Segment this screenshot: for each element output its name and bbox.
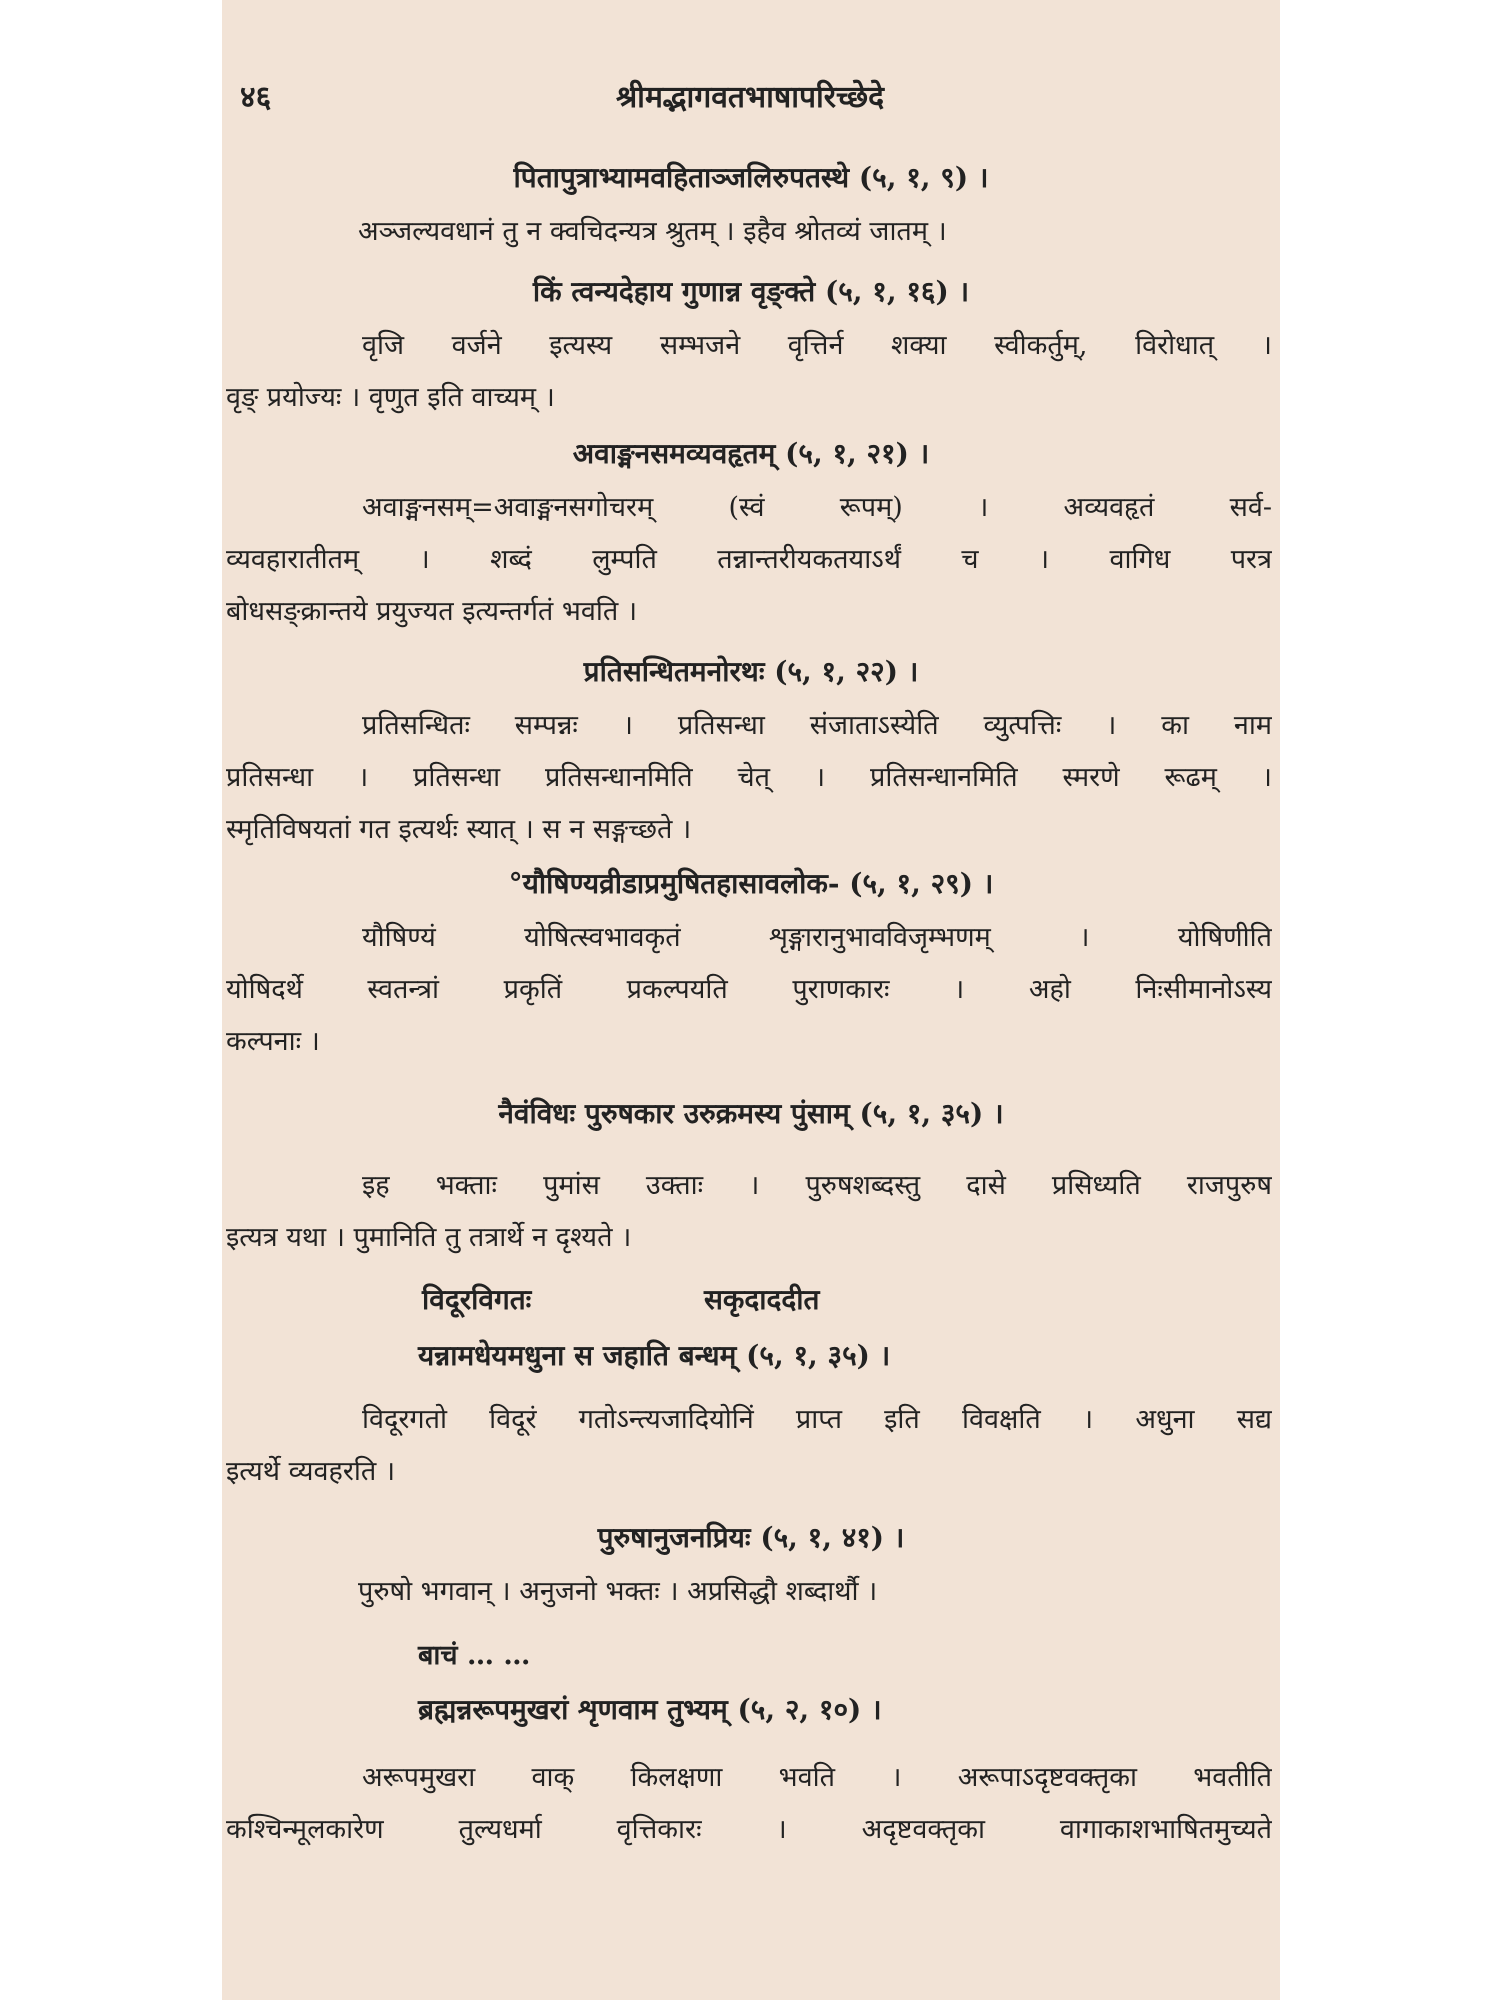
- commentary-paragraph: [222, 1394, 1280, 1498]
- paragraph-line: प्रतिसन्धा । प्रतिसन्धा प्रतिसन्धानमिति चेत् । प्रतिसन्धानमिति स्मरणे रूढम् ।: [226, 762, 1272, 793]
- commentary-paragraph: [222, 1160, 1280, 1264]
- paragraph-line: कश्चिन्मूलकारेण तुल्यधर्मा वृत्तिकारः । अदृष्टवक्तृका वागाकाशभाषितमुच्यते: [226, 1814, 1272, 1845]
- gloss-line: अञ्जल्यवधानं तु न क्वचिदन्यत्र श्रुतम् । इहैव श्रोतव्यं जातम् ।: [358, 216, 947, 247]
- running-title: श्रीमद्भागवतभाषापरिच्छेदे: [615, 80, 885, 115]
- commentary-paragraph: [222, 320, 1280, 424]
- paragraph-line: योषिदर्थे स्वतन्त्रां प्रकृतिं प्रकल्पयति पुराणकारः । अहो निःसीमानोऽस्य: [226, 974, 1272, 1005]
- paragraph-line: वृङ् प्रयोज्यः । वृणुत इति वाच्यम् ।: [226, 382, 555, 413]
- verse-fragment: बाचं … …: [418, 1640, 531, 1671]
- verse-heading: पुरुषानुजनप्रियः (५, १, ४१) ।: [597, 1521, 905, 1554]
- verse-heading: ब्रह्मन्नरूपमुखरां शृणवाम तुभ्यम् (५, २, १०) ।: [418, 1693, 882, 1726]
- verse-heading: अवाङ्मनसमव्यवहृतम् (५, १, २१) ।: [572, 437, 930, 470]
- paragraph-line: इत्यर्थे व्यवहरति ।: [226, 1456, 396, 1487]
- page-body: [222, 150, 1280, 1856]
- paragraph-line: बोधसङ्क्रान्तये प्रयुज्यत इत्यन्तर्गतं भवति ।: [226, 596, 638, 627]
- paragraph-line: व्यवहारातीतम् । शब्दं लुम्पति तन्नान्तरीयकतयाऽर्थं च । वागिध परत्र: [226, 544, 1272, 575]
- verse-heading: यन्नामधेयमधुना स जहाति बन्धम् (५, १, ३५) ।: [418, 1339, 891, 1372]
- gloss-line: पुरुषो भगवान् । अनुजनो भक्तः । अप्रसिद्धौ शब्दार्थौ ।: [358, 1576, 878, 1607]
- verse-two-part: [222, 1272, 1280, 1328]
- paragraph-line: अरूपमुखरा वाक् किलक्षणा भवति । अरूपाऽदृष्टवक्तृका भवतीति: [362, 1762, 1272, 1793]
- paragraph-line: कल्पनाः ।: [226, 1026, 320, 1057]
- commentary-paragraph: [222, 1752, 1280, 1856]
- verse-heading: किं त्वन्यदेहाय गुणान्न वृङ्क्ते (५, १, १६) ।: [532, 275, 970, 308]
- page-number: ४६: [240, 80, 272, 115]
- page-header: [240, 75, 1260, 115]
- commentary-paragraph: [222, 482, 1280, 638]
- verse-fragment-right: सकृदाददीत: [704, 1283, 820, 1316]
- paragraph-line: अवाङ्मनसम्=अवाङ्मनसगोचरम् (स्वं रूपम्) । अव्यवहृतं सर्व-: [362, 492, 1272, 523]
- paragraph-line: यौषिण्यं योषित्स्वभावकृतं शृङ्गारानुभावविजृम्भणम् । योषिणीति: [362, 922, 1272, 953]
- verse-heading: प्रतिसन्धितमनोरथः (५, १, २२) ।: [583, 655, 919, 688]
- paragraph-line: प्रतिसन्धितः सम्पन्नः । प्रतिसन्धा संजाताऽस्येति व्युत्पत्तिः । का नाम: [362, 710, 1272, 741]
- paragraph-line: इह भक्ताः पुमांस उक्ताः । पुरुषशब्दस्तु दासे प्रसिध्यति राजपुरुष: [362, 1170, 1272, 1201]
- verse-heading: नैवंविधः पुरुषकार उरुक्रमस्य पुंसाम् (५, १, ३५) ।: [498, 1097, 1004, 1130]
- verse-heading: °यौषिण्यव्रीडाप्रमुषितहासावलोक- (५, १, २९) ।: [508, 867, 994, 900]
- paragraph-line: स्मृतिविषयतां गत इत्यर्थः स्यात् । स न सङ्गच्छते ।: [226, 814, 692, 845]
- book-page: [222, 0, 1280, 2000]
- paragraph-line: विदूरगतो विदूरं गतोऽन्त्यजादियोनिं प्राप्त इति विवक्षति । अधुना सद्य: [362, 1404, 1272, 1435]
- paragraph-line: वृजि वर्जने इत्यस्य सम्भजने वृत्तिर्न शक्या स्वीकर्तुम्, विरोधात् ।: [362, 330, 1272, 361]
- verse-fragment-left: विदूरविगतः: [422, 1283, 532, 1316]
- commentary-paragraph: [222, 912, 1280, 1068]
- paragraph-line: इत्यत्र यथा । पुमानिति तु तत्रार्थे न दृश्यते ।: [226, 1222, 632, 1253]
- commentary-paragraph: [222, 700, 1280, 856]
- verse-heading: पितापुत्राभ्यामवहिताञ्जलिरुपतस्थे (५, १, ९) ।: [513, 161, 989, 194]
